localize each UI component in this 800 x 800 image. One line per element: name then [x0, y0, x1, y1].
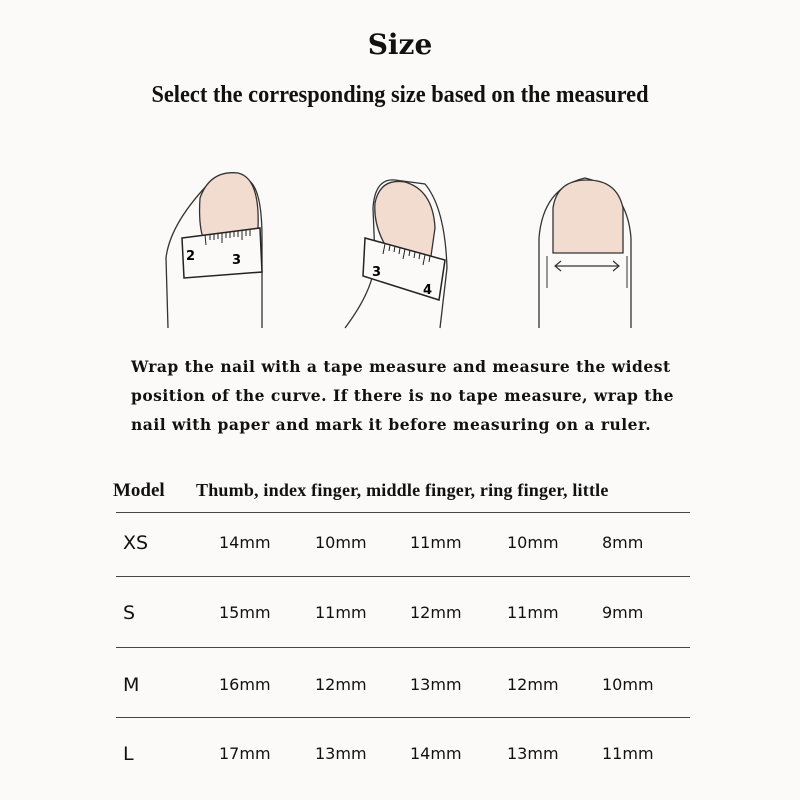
page-title: Size	[367, 28, 433, 61]
little-size: 9mm	[602, 603, 644, 622]
table-row	[0, 598, 800, 628]
finger-tape-illustration	[335, 168, 465, 333]
index-size: 12mm	[315, 675, 367, 694]
nail-width-illustration	[525, 168, 655, 333]
index-size: 13mm	[315, 744, 367, 763]
index-size: 10mm	[315, 533, 367, 552]
little-size: 10mm	[602, 675, 654, 694]
table-divider	[116, 717, 690, 718]
size-model: L	[123, 743, 134, 765]
instruction-line: nail with paper and mark it before measuring on a ruler.	[131, 415, 652, 434]
tape-number: 3	[372, 265, 382, 280]
measurement-instructions	[131, 352, 691, 439]
table-divider	[116, 512, 690, 513]
middle-size: 14mm	[410, 744, 462, 763]
thumb-size: 15mm	[219, 603, 271, 622]
instruction-line: Wrap the nail with a tape measure and measure the widest	[131, 357, 671, 376]
size-model: XS	[123, 532, 149, 554]
ring-size: 13mm	[507, 744, 559, 763]
instruction-line: position of the curve. If there is no tape measure, wrap the	[131, 386, 675, 405]
page-subtitle: Select the corresponding size based on the measured	[151, 82, 649, 108]
size-model: S	[123, 602, 136, 624]
little-size: 8mm	[602, 533, 644, 552]
index-size: 11mm	[315, 603, 367, 622]
middle-size: 12mm	[410, 603, 462, 622]
thumb-size: 14mm	[219, 533, 271, 552]
thumb-size: 16mm	[219, 675, 271, 694]
ring-size: 10mm	[507, 533, 559, 552]
little-size: 11mm	[602, 744, 654, 763]
table-row	[0, 670, 800, 700]
middle-size: 13mm	[410, 675, 462, 694]
tape-number: 2	[186, 249, 196, 264]
middle-size: 11mm	[410, 533, 462, 552]
thumb-size: 17mm	[219, 744, 271, 763]
size-model: M	[123, 674, 140, 696]
ring-size: 11mm	[507, 603, 559, 622]
tape-number: 4	[423, 283, 433, 298]
table-header-model: Model	[113, 480, 165, 501]
table-divider	[116, 647, 690, 648]
table-divider	[116, 576, 690, 577]
table-row	[0, 528, 800, 558]
ring-size: 12mm	[507, 675, 559, 694]
thumb-tape-illustration	[150, 168, 280, 333]
table-row	[0, 739, 800, 769]
tape-number: 3	[232, 253, 242, 268]
table-header-fingers: Thumb, index finger, middle finger, ring finger, little	[196, 480, 609, 500]
